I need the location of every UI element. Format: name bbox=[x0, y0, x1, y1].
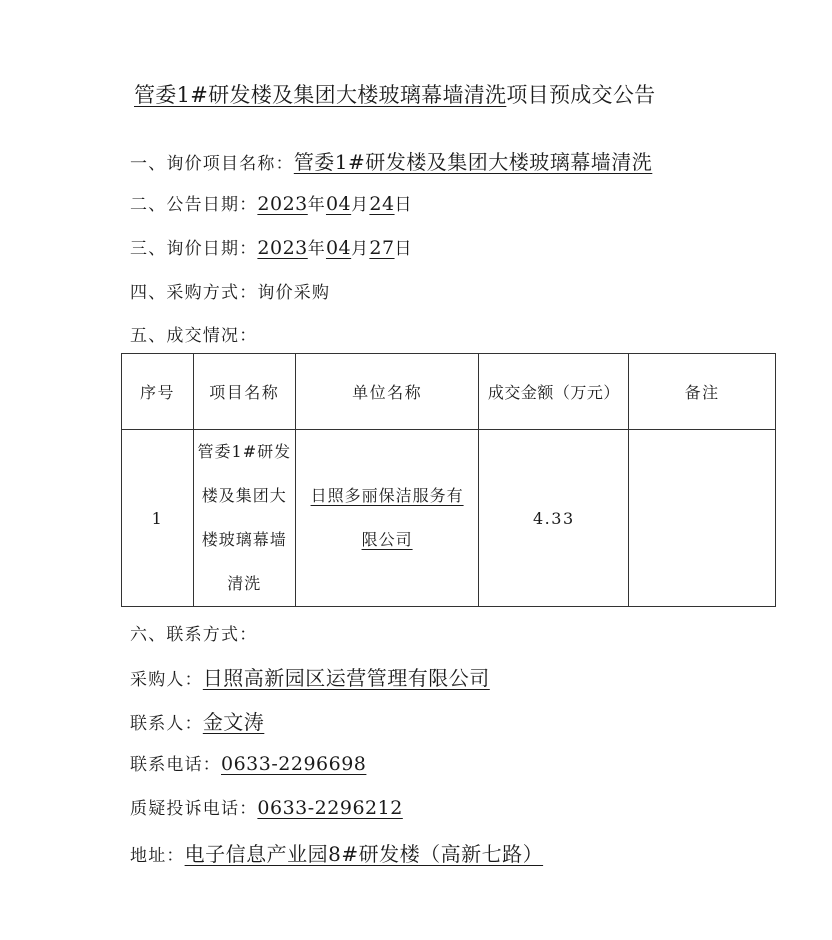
row-amount: 4.33 bbox=[479, 430, 629, 607]
section-purchase-method: 四、采购方式：询价采购 bbox=[130, 283, 331, 303]
announce-day: 24 bbox=[369, 193, 395, 215]
person-value: 金文涛 bbox=[202, 710, 265, 734]
contact-phone: 联系电话：0633-2296698 bbox=[130, 753, 367, 775]
announce-year: 2023 bbox=[257, 193, 308, 215]
header-amount: 成交金额（万元） bbox=[479, 354, 629, 430]
section-project-name: 一、询价项目名称：管委1#研发楼及集团大楼玻璃幕墙清洗 bbox=[130, 150, 653, 174]
header-company-name: 单位名称 bbox=[295, 354, 479, 430]
row-remark bbox=[629, 430, 776, 607]
title-underlined-part: 管委1#研发楼及集团大楼玻璃幕墙清洗 bbox=[134, 83, 507, 107]
contact-buyer: 采购人：日照高新园区运营管理有限公司 bbox=[130, 666, 490, 690]
section-contact: 六、联系方式： bbox=[130, 625, 258, 645]
contact-person: 联系人：金文涛 bbox=[130, 710, 265, 734]
inquiry-month: 04 bbox=[325, 237, 352, 259]
address-value: 电子信息产业园8#研发楼（高新七路） bbox=[184, 842, 544, 866]
project-name-value: 管委1#研发楼及集团大楼玻璃幕墙清洗 bbox=[293, 150, 653, 174]
row-company-name: 日照多丽保洁服务有 限公司 bbox=[295, 430, 479, 607]
inquiry-day: 27 bbox=[369, 237, 395, 259]
header-index: 序号 bbox=[122, 354, 194, 430]
row-index: 1 bbox=[122, 430, 194, 607]
title-rest: 项目预成交公告 bbox=[506, 83, 656, 107]
deal-table bbox=[121, 353, 776, 607]
header-project-name: 项目名称 bbox=[193, 354, 295, 430]
section-deal-status: 五、成交情况： bbox=[130, 326, 258, 346]
phone-value: 0633-2296698 bbox=[221, 753, 367, 775]
document-title bbox=[134, 79, 655, 109]
header-remark: 备注 bbox=[629, 354, 776, 430]
section-announce-date: 二、公告日期：2023年04月24日 bbox=[130, 193, 413, 215]
table-header-row bbox=[122, 354, 776, 430]
contact-address: 地址：电子信息产业园8#研发楼（高新七路） bbox=[130, 842, 544, 866]
inquiry-year: 2023 bbox=[257, 237, 308, 259]
buyer-value: 日照高新园区运营管理有限公司 bbox=[202, 666, 490, 690]
table-row bbox=[122, 430, 776, 607]
section-inquiry-date: 三、询价日期：2023年04月27日 bbox=[130, 237, 413, 259]
contact-complaint-phone: 质疑投诉电话：0633-2296212 bbox=[130, 797, 403, 819]
purchase-method-value: 询价采购 bbox=[257, 283, 331, 303]
announce-month: 04 bbox=[325, 193, 352, 215]
complaint-phone-value: 0633-2296212 bbox=[257, 797, 403, 819]
row-project-name: 管委1#研发 楼及集团大 楼玻璃幕墙 清洗 bbox=[193, 430, 295, 607]
